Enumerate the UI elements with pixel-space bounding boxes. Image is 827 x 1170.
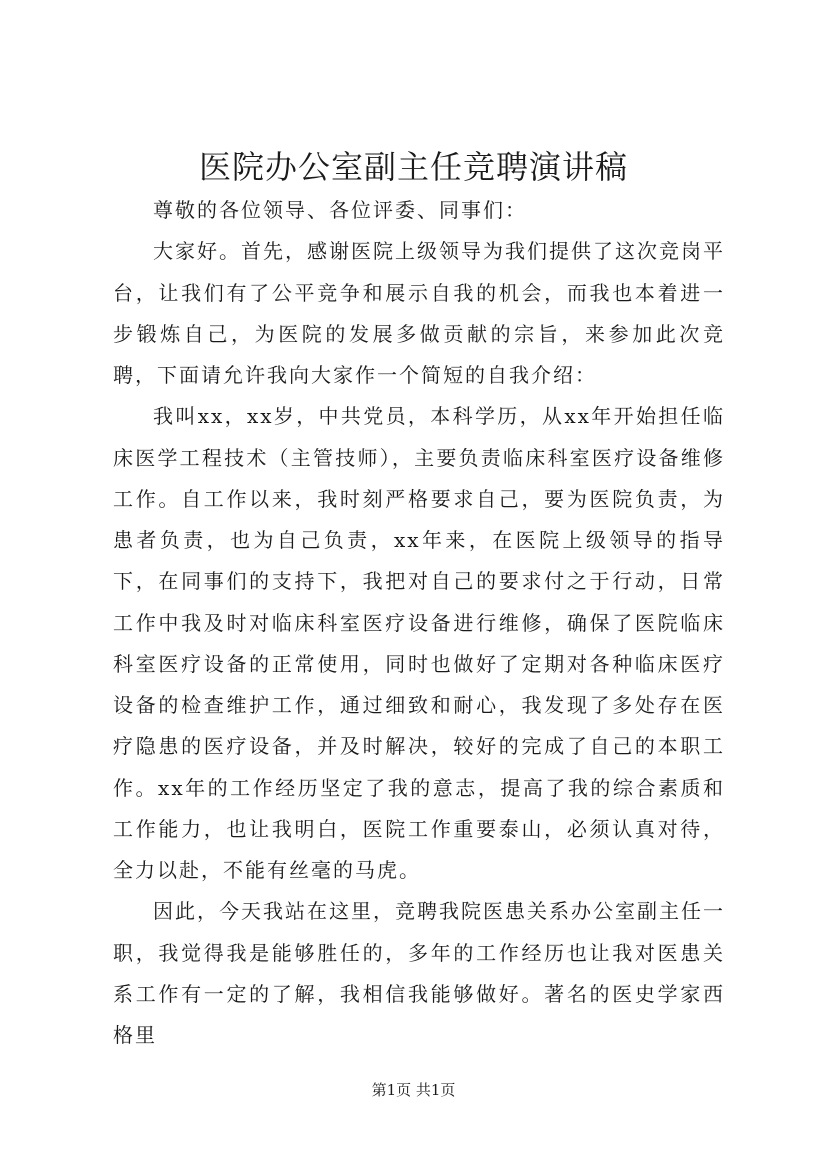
opening-paragraph: 大家好。首先，感谢医院上级领导为我们提供了这次竞岗平台，让我们有了公平竞争和展示自我的机会，而我也本着进一步锻炼自己，为医院的发展多做贡献的宗旨，来参加此次竞聘，下面请允许我向大家作一个简短的自我介绍： — [113, 239, 725, 387]
self-introduction-paragraph: 我叫xx，xx岁，中共党员，本科学历，从xx年开始担任临床医学工程技术（主管技师），主要负责临床科室医疗设备维修工作。自工作以来，我时刻严格要求自己，要为医院负责，为患者负责，也为自己负责，xx年来，在医院上级领导的指导下，在同事们的支持下，我把对自己的要求付之于行动，日常工作中我及时对临床科室医疗设备进行维修，确保了医院临床科室医疗设备的正常使用，同时也做好了定期对各种临床医疗设备的检查维护工作，通过细致和耐心，我发现了多处存在医疗隐患的医疗设备，并及时解决，较好的完成了自己的本职工作。xx年的工作经历坚定了我的意志，提高了我的综合素质和工作能力，也让我明白，医院工作重要泰山，必须认真对待，全力以赴，不能有丝毫的马虎。 — [113, 404, 725, 882]
document-body — [113, 190, 725, 1056]
salutation-paragraph: 尊敬的各位领导、各位评委、同事们： — [153, 198, 527, 222]
page-number-footer: 第1页 共1页 — [371, 1081, 456, 1099]
document-title: 医院办公室副主任竞聘演讲稿 — [198, 148, 628, 186]
competition-paragraph: 因此，今天我站在这里，竞聘我院医患关系办公室副主任一职，我觉得我是能够胜任的，多年的工作经历也让我对医患关系工作有一定的了解，我相信我能够做好。著名的医史学家西格里 — [113, 899, 725, 1047]
